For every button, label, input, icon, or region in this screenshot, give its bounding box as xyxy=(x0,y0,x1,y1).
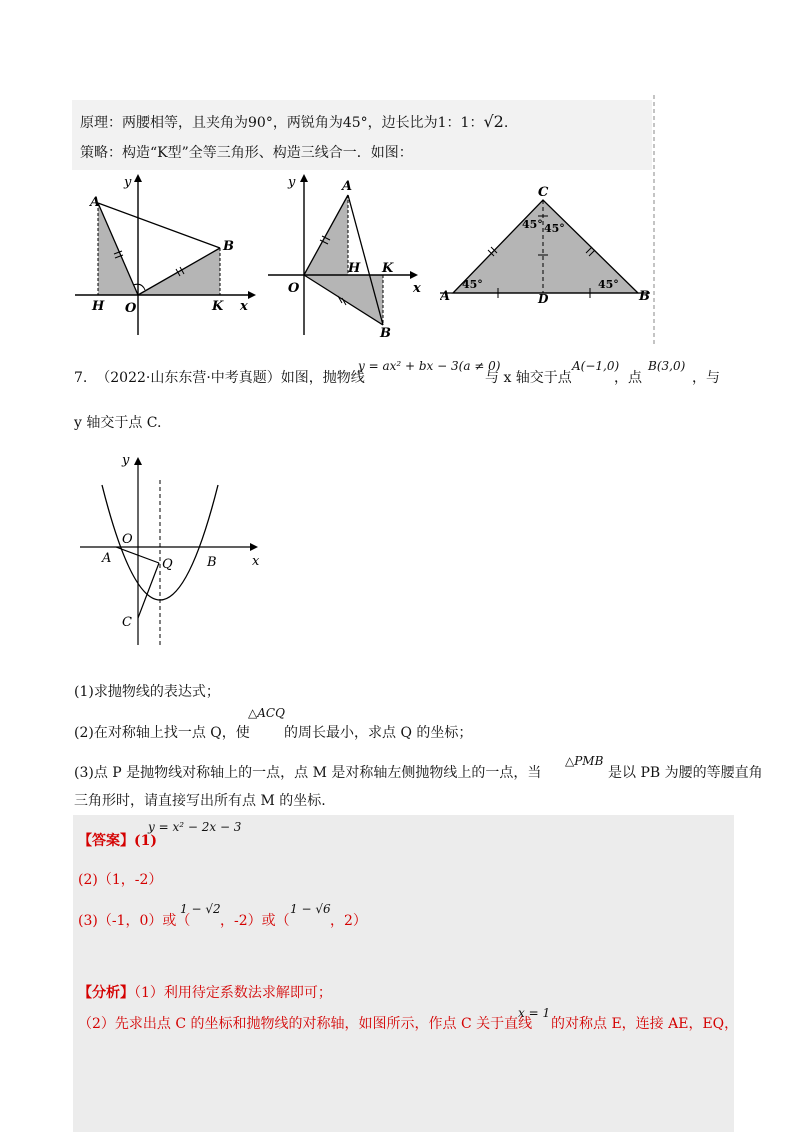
analysis-line2-post: 的对称点 E，连接 AE，EQ， xyxy=(551,1016,739,1032)
figure-isosceles-right xyxy=(440,180,655,305)
analysis-line1: 【分析】（1）利用待定系数法求解即可； xyxy=(78,985,332,1001)
fig3-label-B: B xyxy=(639,289,650,304)
fig1-label-x: x xyxy=(240,299,248,314)
figure-k-shape-2 xyxy=(268,170,428,340)
analysis-line2-equation: x = 1 xyxy=(518,1006,551,1020)
fig2-label-K: K xyxy=(382,261,394,276)
answer-3-mid: ，-2）或（ xyxy=(220,913,290,929)
question-3-line2: 三角形时，请直接写出所有点 M 的坐标. xyxy=(74,793,326,809)
fig1-label-A: A xyxy=(90,195,101,210)
fig3-label-C: C xyxy=(538,185,549,200)
fig1-label-y: y xyxy=(124,175,132,190)
parabola-graph xyxy=(80,450,270,650)
fig3-angle-right: 45° xyxy=(598,278,619,291)
question-2-triangle: △ACQ xyxy=(248,706,285,720)
answer-background xyxy=(73,815,734,1132)
answer-3-root1: 1 − √2 xyxy=(180,902,221,916)
problem-text-comma: ，点 xyxy=(614,370,642,386)
answer-3-pre: (3)（-1，0）或（ xyxy=(78,913,191,929)
fig3-label-A: A xyxy=(440,289,451,304)
graph-label-B: B xyxy=(207,555,217,570)
question-1: (1)求抛物线的表达式； xyxy=(74,684,220,700)
problem-point-B: B(3,0) xyxy=(648,359,686,373)
problem-point-A: A(−1,0) xyxy=(572,359,620,373)
graph-label-Q: Q xyxy=(162,557,173,572)
fig2-label-A: A xyxy=(342,179,353,194)
fig3-angle-apex-right: 45° xyxy=(544,222,565,235)
fig1-label-H: H xyxy=(92,299,105,314)
principle-line2: 策略：构造“K型”全等三角形、构造三线合一．如图： xyxy=(80,145,413,161)
fig3-angle-left: 45° xyxy=(462,278,483,291)
fig1-label-B: B xyxy=(223,239,234,254)
fig1-label-O: O xyxy=(125,301,137,316)
question-2-post: 的周长最小，求点 Q 的坐标； xyxy=(284,725,473,741)
graph-label-C: C xyxy=(122,615,132,630)
graph-label-O: O xyxy=(122,532,133,547)
problem-text-end: ，与 xyxy=(692,370,720,386)
problem-text-mid: 与 x 轴交于点 xyxy=(485,370,572,386)
fig1-label-K: K xyxy=(212,299,224,314)
fig3-label-D: D xyxy=(538,292,549,305)
answer-2: (2)（1，-2） xyxy=(78,872,163,888)
answer-label: 【答案】(1) xyxy=(78,833,157,849)
question-3-triangle: △PMB xyxy=(565,754,604,768)
fig2-label-O: O xyxy=(288,281,300,296)
principle-line1: 原理：两腰相等，且夹角为90°，两锐角为45°，边长比为1：1：√2. xyxy=(80,112,509,131)
figure-k-shape-1 xyxy=(70,170,260,340)
answer-3-end: ，2） xyxy=(330,913,367,929)
answer-3-root2: 1 − √6 xyxy=(290,902,331,916)
fig2-label-y: y xyxy=(288,175,296,190)
question-3: (3)点 P 是抛物线对称轴上的一点，点 M 是对称轴左侧抛物线上的一点，当 xyxy=(74,765,542,781)
fig2-label-B: B xyxy=(380,326,391,340)
question-2: (2)在对称轴上找一点 Q，使 xyxy=(74,725,250,741)
problem-line2: y 轴交于点 C. xyxy=(74,415,162,431)
graph-label-y: y xyxy=(122,453,130,468)
fig2-label-x: x xyxy=(413,281,421,296)
problem-line1: 7. （2022·山东东营·中考真题）如图，抛物线 xyxy=(74,370,365,386)
question-3-post: 是以 PB 为腰的等腰直角 xyxy=(608,765,763,781)
fig3-angle-apex-left: 45° xyxy=(522,218,543,231)
graph-label-A: A xyxy=(102,551,112,566)
fig2-label-H: H xyxy=(348,261,361,276)
problem-equation: y = ax² + bx − 3(a ≠ 0) xyxy=(358,359,501,373)
graph-label-x: x xyxy=(252,554,260,569)
answer-1-equation: y = x² − 2x − 3 xyxy=(148,820,242,834)
analysis-line2: （2）先求出点 C 的坐标和抛物线的对称轴，如图所示，作点 C 关于直线 xyxy=(78,1016,533,1032)
